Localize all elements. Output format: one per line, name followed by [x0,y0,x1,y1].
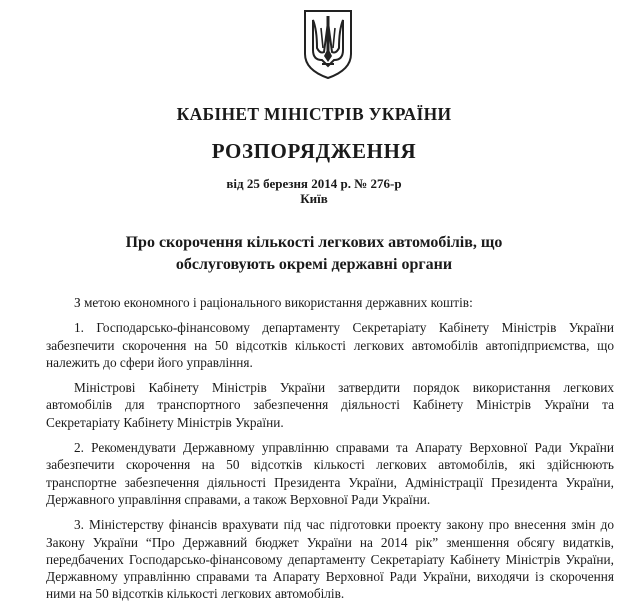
document-body [46,294,614,611]
title-line-2: обслуговують окремі державні органи [175,256,453,273]
document-title [0,232,628,276]
title-line-1: Про скорочення кількості легкових автомобілів, що [125,234,503,251]
body-paragraph: 3. Міністерству фінансів врахувати під час підготовки проекту закону про внесення змін до Закону України “Про Державний бюджет України на 2014 рік” зменшення обсягу видатків, передбачених Господарсько-фінансовому департаменту Секретаріату Кабінету Міністрів України, Державному управлінню справами та Апарату Верховної Ради України, виходячи із скорочення ними на 50 відсотків кількості легкових автомобілів. [46,517,614,602]
document-city: Київ [300,191,328,206]
organization-name: КАБІНЕТ МІНІСТРІВ УКРАЇНИ [176,104,452,124]
document-type: РОЗПОРЯДЖЕННЯ [211,139,417,163]
body-paragraph: 1. Господарсько-фінансовому департаменту Секретаріату Кабінету Міністрів України забезпечити скорочення на 50 відсотків кількості легкових автомобілів автопідприємства, що належить до сфери його управління. [46,320,614,370]
body-paragraph: З метою економного і раціонального використання державних коштів: [74,295,473,310]
body-paragraph: Міністрові Кабінету Міністрів України затвердити порядок використання легкових автомобілів для транспортного забезпечення діяльності Кабінету Міністрів України та Секретаріату Кабінету Міністрів України. [46,380,614,430]
document-date: від 25 березня 2014 р. № 276-р [226,176,402,191]
coat-of-arms-icon [302,8,354,80]
body-paragraph: 2. Рекомендувати Державному управлінню справами та Апарату Верховної Ради України забезпечити скорочення на 50 відсотків кількості легкових автомобілів, які здійснюють транспортне забезпечення діяльності Президента України, Адміністрації Президента України, Державного управління справами, а також Верховної Ради України. [46,440,614,507]
